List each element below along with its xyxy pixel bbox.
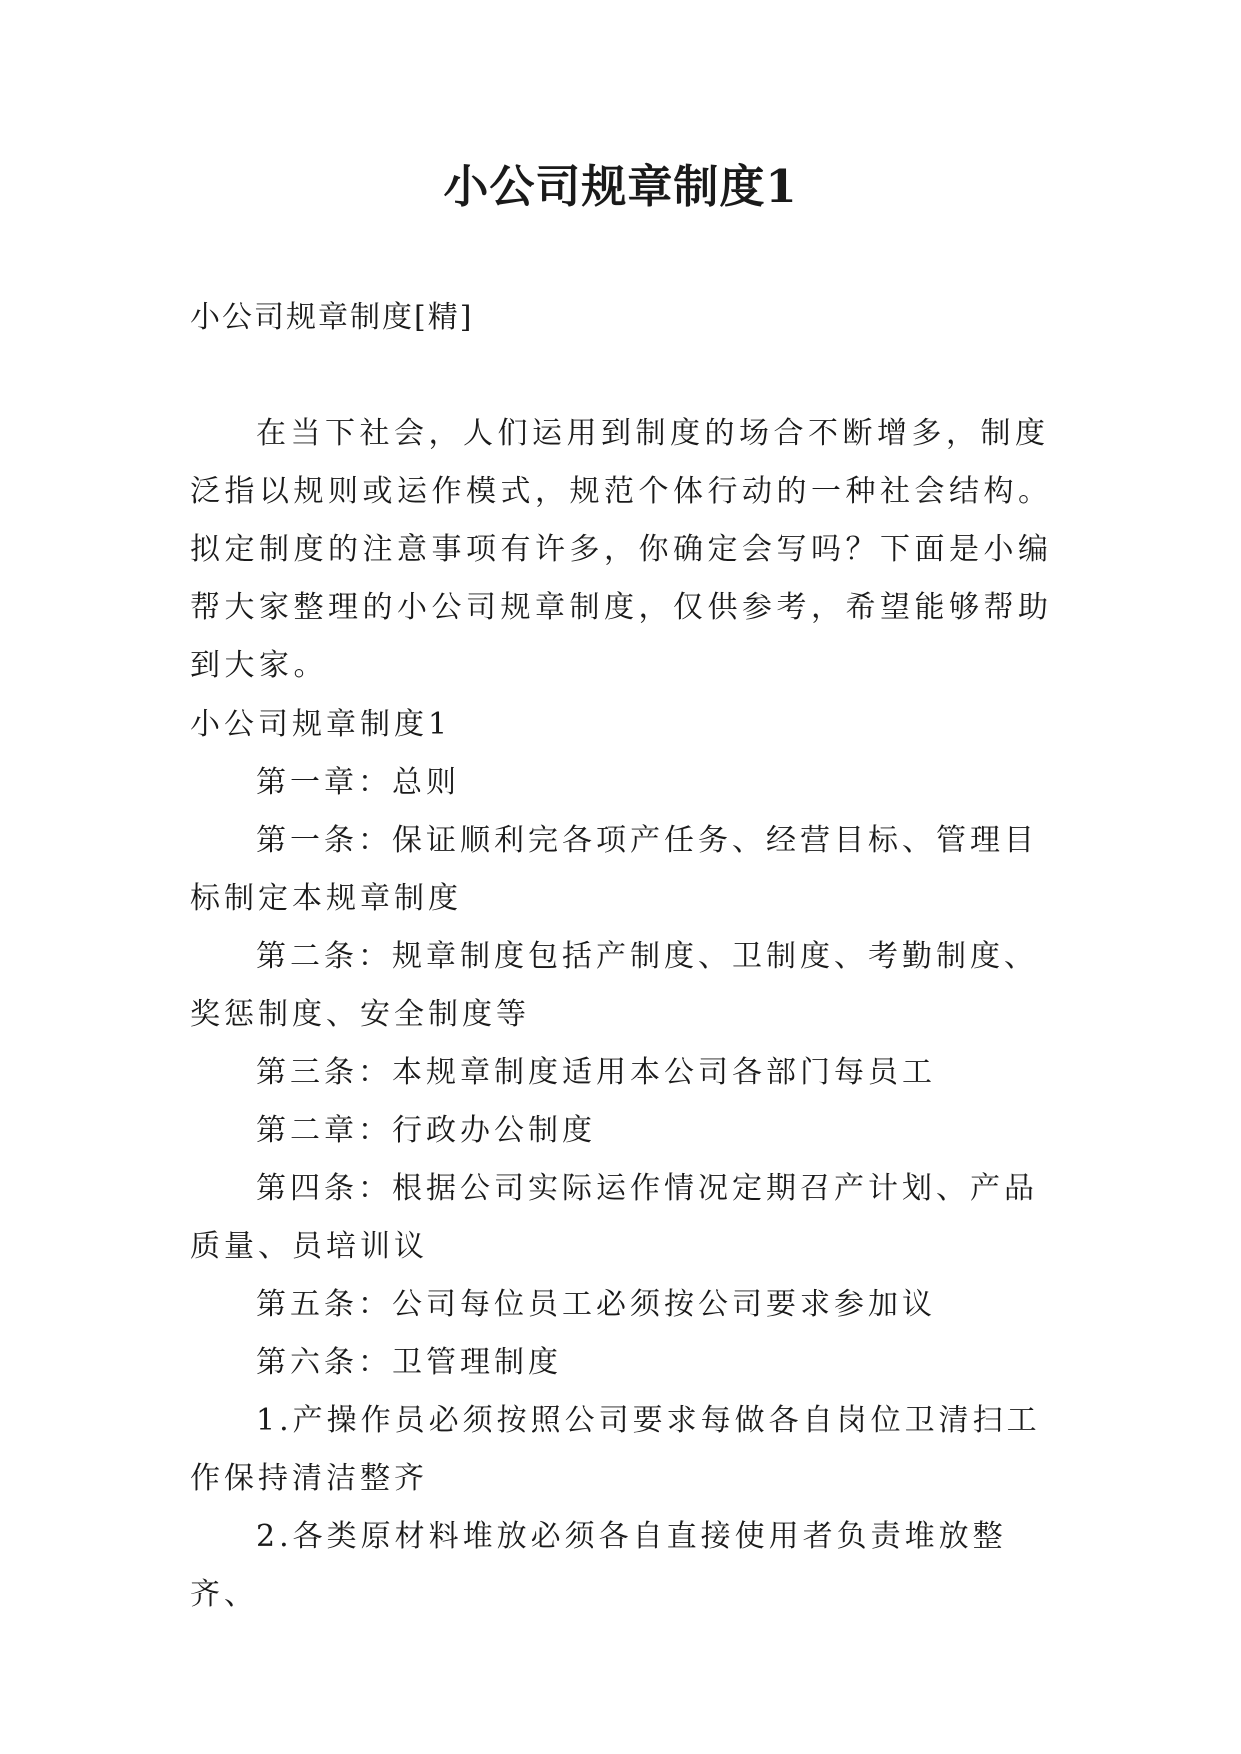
intro-paragraph: 在当下社会，人们运用到制度的场合不断增多，制度泛指以规则或运作模式，规范个体行动的一种社会结构。拟定制度的注意事项有许多，你确定会写吗？下面是小编帮大家整理的小公司规章制度，仅供参考，希望能够帮助到大家。 (190, 416, 1053, 683)
article-6: 第六条：卫管理制度 (256, 1345, 562, 1380)
document-subtitle: 小公司规章制度[精] (190, 300, 474, 335)
document-title: 小公司规章制度1 (443, 160, 798, 213)
section-heading: 小公司规章制度1 (190, 707, 452, 742)
chapter-1-heading: 第一章：总则 (256, 765, 460, 800)
article-5: 第五条：公司每位员工必须按公司要求参加议 (256, 1287, 936, 1322)
list-item-2: 2.各类原材料堆放必须各自直接使用者负责堆放整齐、 (190, 1519, 1007, 1612)
article-2: 第二条：规章制度包括产制度、卫制度、考勤制度、奖惩制度、安全制度等 (190, 939, 1038, 1032)
article-1: 第一条：保证顺利完各项产任务、经营目标、管理目标制定本规章制度 (190, 823, 1038, 916)
article-4: 第四条：根据公司实际运作情况定期召产计划、产品质量、员培训议 (190, 1171, 1038, 1264)
list-item-1: 1.产操作员必须按照公司要求每做各自岗位卫清扫工作保持清洁整齐 (190, 1403, 1041, 1496)
document-body (190, 696, 1070, 1624)
chapter-2-heading: 第二章：行政办公制度 (256, 1113, 596, 1148)
article-3: 第三条：本规章制度适用本公司各部门每员工 (256, 1055, 936, 1090)
